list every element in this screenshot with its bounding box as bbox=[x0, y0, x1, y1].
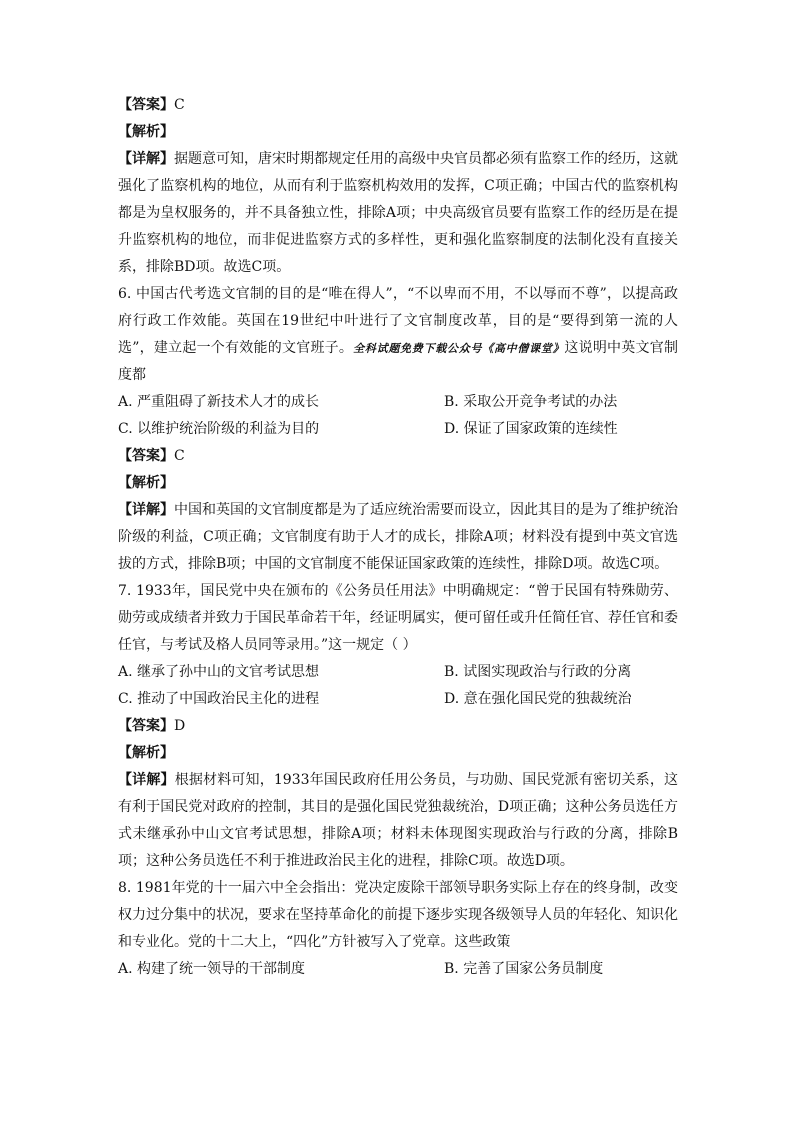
analysis-line bbox=[118, 470, 678, 497]
option-a: A. 构建了统一领导的干部制度 bbox=[118, 961, 306, 977]
answer-value: C bbox=[174, 97, 185, 113]
analysis-tag: 【解析】 bbox=[118, 475, 174, 491]
option-d: D. 意在强化国民党的独裁统治 bbox=[444, 691, 632, 707]
document-page bbox=[118, 92, 678, 983]
option-row bbox=[118, 389, 678, 416]
detail-tag: 【详解】 bbox=[118, 151, 174, 167]
answer-tag: 【答案】 bbox=[118, 718, 174, 734]
detail-paragraph bbox=[118, 767, 678, 875]
option-c: C. 推动了中国政治民主化的进程 bbox=[118, 691, 320, 707]
analysis-line bbox=[118, 119, 678, 146]
answer-tag: 【答案】 bbox=[118, 448, 174, 464]
detail-paragraph bbox=[118, 146, 678, 281]
answer-tag: 【答案】 bbox=[118, 97, 174, 113]
answer-line bbox=[118, 713, 678, 740]
question-stem-text: 8. 1981年党的十一届六中全会指出：党决定废除干部领导职务实际上存在的终身制，改变权力过分集中的状况，要求在坚持革命化的前提下逐步实现各级领导人员的年轻化、知识化和专业化。党的十二大上，“四化”方针被写入了党章。这些政策 bbox=[118, 880, 678, 950]
option-b: B. 采取公开竞争考试的办法 bbox=[444, 394, 618, 410]
watermark-text: 全科试题免费下载公众号《高中僧课堂》 bbox=[353, 342, 565, 355]
answer-value: C bbox=[174, 448, 185, 464]
option-row bbox=[118, 416, 678, 443]
question-stem-part1: 6. 中国古代考选文官制的目的是“唯在得人”，“不以卑而不用，不以辱而不尊”，以提高政府行政工作效能。英国在19世纪中叶进行了文官制度改革，目的是“要得到第一流的人选”，建立起一个有效能的文官班子。 bbox=[118, 286, 678, 356]
analysis-line bbox=[118, 740, 678, 767]
detail-paragraph bbox=[118, 497, 678, 578]
detail-text: 据题意可知，唐宋时期都规定任用的高级中央官员都必须有监察工作的经历，这就强化了监察机构的地位，从而有利于监察机构效用的发挥，C项正确；中国古代的监察机构都是为皇权服务的，并不具备独立性，排除A项；中央高级官员要有监察工作的经历是在提升监察机构的地位，而非促进监察方式的多样性，更和强化监察制度的法制化没有直接关系，排除BD项。故选C项。 bbox=[118, 151, 678, 275]
option-c: C. 以维护统治阶级的利益为目的 bbox=[118, 421, 320, 437]
question-stem bbox=[118, 578, 678, 659]
detail-tag: 【详解】 bbox=[118, 772, 175, 788]
question-stem bbox=[118, 875, 678, 956]
detail-text: 根据材料可知，1933年国民政府任用公务员，与功勋、国民党派有密切关系，这有利于国民党对政府的控制，其目的是强化国民党独裁统治，D项正确；这种公务员选任方式未继承孙中山文官考试思想，排除A项；材料未体现图实现政治与行政的分离，排除B项；这种公务员选任不利于推进政治民主化的进程，排除C项。故选D项。 bbox=[118, 772, 678, 869]
question-stem-part2: 这说明中英文官制度都 bbox=[118, 340, 678, 383]
option-b: B. 试图实现政治与行政的分离 bbox=[444, 664, 632, 680]
option-row bbox=[118, 686, 678, 713]
option-a: A. 继承了孙中山的文官考试思想 bbox=[118, 664, 320, 680]
answer-line bbox=[118, 92, 678, 119]
question-stem-text: 7. 1933年，国民党中央在颁布的《公务员任用法》中明确规定：“曾于民国有特殊勋劳、勋劳或成绩者并致力于国民革命若干年，经证明属实，便可留任或升任简任官、荐任官和委任官，与考试及格人员同等录用。”这一规定（ ） bbox=[118, 583, 678, 653]
question-stem bbox=[118, 281, 678, 389]
answer-value: D bbox=[174, 718, 186, 734]
option-d: D. 保证了国家政策的连续性 bbox=[444, 421, 618, 437]
detail-text: 中国和英国的文官制度都是为了适应统治需要而设立，因此其目的是为了维护统治阶级的利益，C项正确；文官制度有助于人才的成长，排除A项；材料没有提到中英文官选拔的方式，排除B项；中国的文官制度不能保证国家政策的连续性，排除D项。故选C项。 bbox=[118, 502, 678, 572]
option-a: A. 严重阻碍了新技术人才的成长 bbox=[118, 394, 320, 410]
analysis-tag: 【解析】 bbox=[118, 124, 174, 140]
answer-line bbox=[118, 443, 678, 470]
option-row bbox=[118, 659, 678, 686]
analysis-tag: 【解析】 bbox=[118, 745, 174, 761]
option-b: B. 完善了国家公务员制度 bbox=[444, 961, 604, 977]
option-row bbox=[118, 956, 678, 983]
detail-tag: 【详解】 bbox=[118, 502, 174, 518]
